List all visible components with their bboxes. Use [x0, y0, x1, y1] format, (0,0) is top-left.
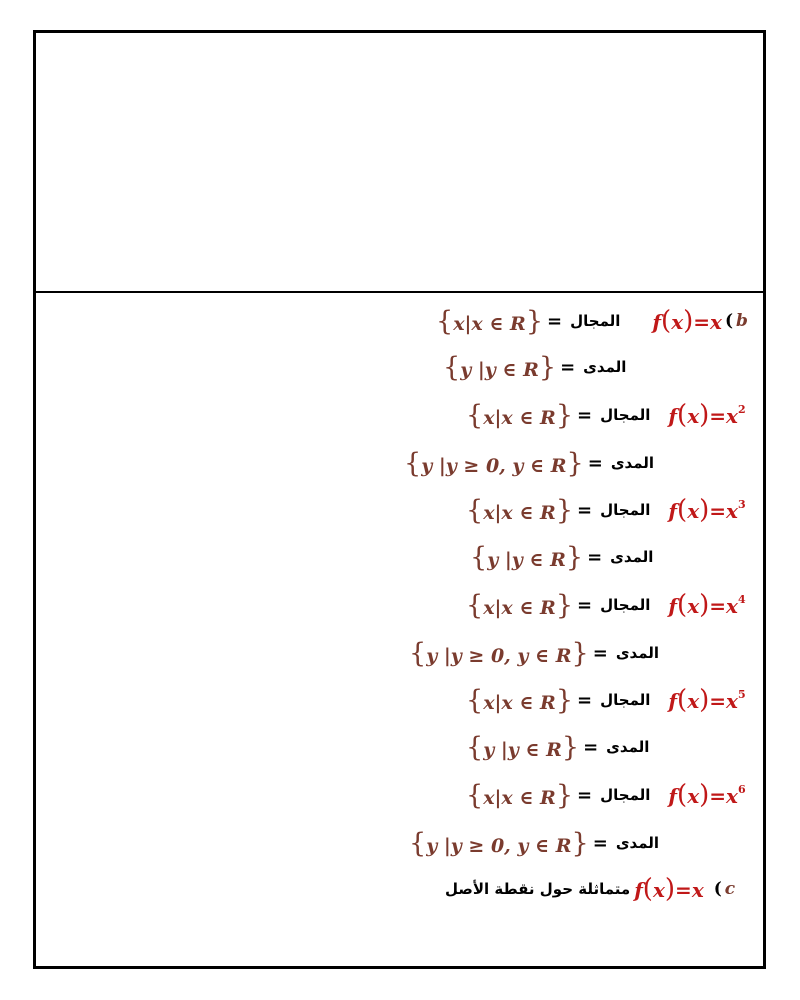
- function-7: f(x)=x: [634, 874, 704, 904]
- domain-set: {x|x ∈ R}: [466, 684, 574, 716]
- function-4: $f(x)=x^4$: [668, 590, 746, 620]
- range-row-1: [443, 350, 630, 384]
- item-paren: (: [724, 311, 734, 331]
- domain-set: {x|x ∈ R}: [466, 779, 574, 811]
- equals-sign: =: [587, 452, 603, 474]
- range-row-6: [409, 826, 663, 860]
- function-6: $f(x)=x^6$: [668, 780, 746, 810]
- domain-label: المجال: [600, 501, 651, 519]
- domain-set: {x|x ∈ R}: [466, 399, 574, 431]
- range-label: المدى: [606, 738, 650, 756]
- domain-row-6: [466, 778, 746, 812]
- domain-label: المجال: [600, 786, 651, 804]
- domain-row-1: [436, 304, 748, 338]
- domain-label: المجال: [600, 406, 651, 424]
- equals-sign: =: [583, 736, 599, 758]
- range-row-5: [466, 730, 653, 764]
- equals-sign: =: [560, 356, 576, 378]
- function-3: $f(x)=x^3$: [668, 495, 746, 525]
- range-label: المدى: [610, 454, 655, 472]
- domain-label: المجال: [570, 312, 621, 330]
- function-2: $f(x)=x^2$: [668, 400, 746, 430]
- equals-sign: =: [577, 499, 593, 521]
- range-set: {y |y ∈ R}: [443, 351, 557, 383]
- range-set: {y |y ≥ 0, y ∈ R}: [404, 447, 584, 479]
- domain-set: {x|x ∈ R}: [436, 305, 544, 337]
- range-set: {y |y ≥ 0, y ∈ R}: [409, 637, 589, 669]
- range-set: {y |y ≥ 0, y ∈ R}: [409, 827, 589, 859]
- symmetry-text: متماثلة حول نقطة الأصل: [445, 880, 631, 898]
- item-letter-b: b: [736, 311, 748, 331]
- function-1: f(x)=x: [652, 306, 722, 336]
- range-row-2: [404, 446, 658, 480]
- domain-label: المجال: [600, 596, 651, 614]
- equals-sign: =: [577, 594, 593, 616]
- range-label: المدى: [610, 548, 654, 566]
- divider-line: [36, 291, 766, 293]
- equals-sign: =: [587, 546, 603, 568]
- domain-set: {x|x ∈ R}: [466, 589, 574, 621]
- symmetry-row: [441, 872, 735, 906]
- domain-label: المجال: [600, 691, 651, 709]
- domain-set: {x|x ∈ R}: [466, 494, 574, 526]
- equals-sign: =: [577, 404, 593, 426]
- range-label: المدى: [615, 644, 660, 662]
- item-paren: (: [713, 879, 722, 899]
- domain-row-3: [466, 493, 746, 527]
- range-label: المدى: [615, 834, 660, 852]
- function-5: $f(x)=x^5$: [668, 685, 746, 715]
- range-set: {y |y ∈ R}: [466, 731, 580, 763]
- equals-sign: =: [592, 642, 608, 664]
- item-letter-c: c: [724, 879, 736, 899]
- domain-row-5: [466, 683, 746, 717]
- equals-sign: =: [577, 784, 593, 806]
- domain-row-4: [466, 588, 746, 622]
- range-set: {y |y ∈ R}: [470, 541, 584, 573]
- domain-row-2: [466, 398, 746, 432]
- range-label: المدى: [583, 358, 627, 376]
- range-row-3: [470, 540, 657, 574]
- equals-sign: =: [592, 832, 608, 854]
- equals-sign: =: [547, 310, 563, 332]
- range-row-4: [409, 636, 663, 670]
- equals-sign: =: [577, 689, 593, 711]
